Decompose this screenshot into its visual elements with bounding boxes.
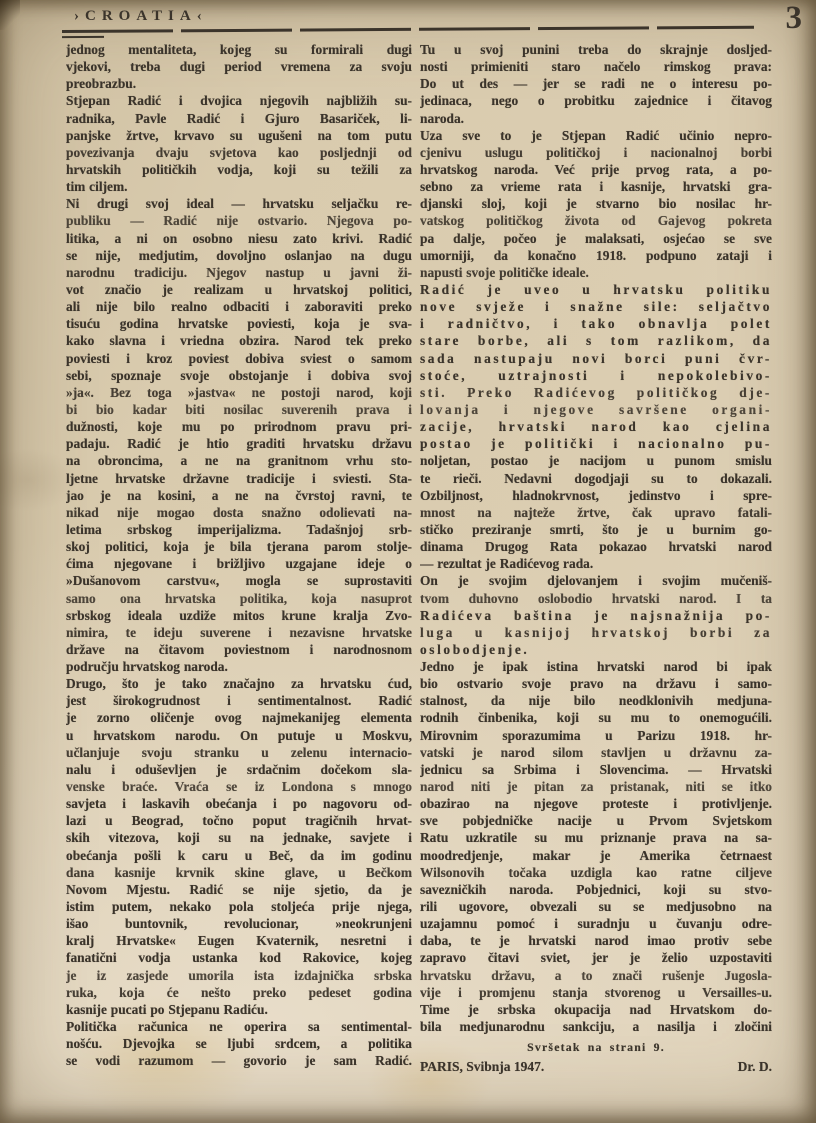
text-line: litika, a ni on osobno niesu zato krivi. Radić	[66, 230, 412, 246]
text-line: Novom Mjestu. Radić se nije sjetio, da je	[66, 881, 412, 897]
text-line: nove svježe i snažne sile: seljačtvo	[420, 299, 772, 315]
text-line: Mirovnim sporazumima u Parizu 1918. hr-	[420, 727, 772, 743]
text-line: pa dalje, počeo je malaksati, osjećao se sve	[420, 230, 772, 246]
text-line: On je svojim djelovanjem i svojim mučeniš-	[420, 573, 772, 589]
text-line: padaju. Radić je htio graditi hrvatsku državu	[66, 436, 412, 452]
text-line: savjeta i laskavih obećanja i po nagovoru od-	[66, 796, 412, 812]
text-line: bio ostvario svoje pravo na državu i samo-	[420, 676, 772, 692]
text-line: Uza sve to je Stjepan Radić učinio nepro-	[420, 127, 772, 143]
text-line: se nije, medjutim, dovoljno oslanjao na dugu	[66, 247, 412, 263]
text-line: hrvatskog naroda. Već prije prvog rata, a po-	[420, 161, 772, 177]
text-line: nošću. Djevojka se ljubi srdcem, a politika	[66, 1036, 412, 1052]
text-line: savezničkih naroda. Pobjednici, koji su stvo-	[420, 881, 772, 897]
text-line: Jedno je ipak istina hrvatski narod bi ipak	[420, 659, 772, 675]
text-line: dinama Drugog Rata pokazao hrvatski narod	[420, 539, 772, 555]
text-line: Tu u svoj punini treba do skrajnje dosljed-	[420, 42, 772, 57]
text-line: te rieči. Nedavni dogodjaji su to dokazali.	[420, 470, 772, 486]
text-line: radnika, Pavle Radić i Gjuro Basariček, li-	[66, 110, 412, 126]
text-line: i radničtvo, i tako obnavlja polet	[420, 316, 772, 332]
text-line: vije i promjenu stanja stvorenog u Versailles-u.	[420, 984, 772, 1000]
signature-row	[420, 1059, 772, 1075]
text-line: Ratu uzkratile su mu priznanje prava na sa-	[420, 830, 772, 846]
masthead-title: ›CROATIA‹	[74, 8, 208, 24]
text-line: daba, te je hrvatski narod imao protiv sebe	[420, 933, 772, 949]
text-line: jednicu sa Srbima i Slovencima. — Hrvatski	[420, 761, 772, 777]
text-line: zapravo čitavi sviet, jer je želio uzpostaviti	[420, 950, 772, 966]
text-line: poviesti i kroz poviest dobiva sviest o samom	[66, 350, 412, 366]
text-line: učlanjuje svoju stranku u zelenu internacio-	[66, 744, 412, 760]
author-initials: Dr. D.	[737, 1059, 772, 1075]
text-line: rili ugovore, obvezali su se medjusobno na	[420, 899, 772, 915]
text-line: Ni drugi svoj ideal — hrvatsku seljačku re-	[66, 196, 412, 212]
text-line: lovanja i njegove savršene organi-	[420, 401, 772, 417]
text-line: sebi, spoznaje svoje obstojanje i dobiva svoj	[66, 367, 412, 383]
text-line: tisuću godina hrvatske poviesti, koja je sva-	[66, 316, 412, 332]
text-line: »ja«. Bez toga »jastva« ne postoji narod, koji	[66, 384, 412, 400]
text-line: države na čitavom poviestnom i narodnosnom	[66, 641, 412, 657]
text-line: narod niti je pitan za pristanak, niti se itko	[420, 779, 772, 795]
text-line: obazirao na njegove proteste i protivljenje.	[420, 796, 772, 812]
text-line: nosti primieniti staro načelo rimskog prava:	[420, 59, 772, 75]
text-line: zacije, hrvatski narod kao cjelina	[420, 419, 772, 435]
text-line: obećanja pošli k caru u Beč, da im godinu	[66, 847, 412, 863]
text-line: tvom duhovno oslobodio hrvatski narod. I ta	[420, 590, 772, 606]
text-line: išao buntovnik, revolucionar, »neokrunjeni	[66, 916, 412, 932]
text-line: bi bio kadar biti nosilac suverenih prava i	[66, 401, 412, 417]
text-line: dana kasnije krvnik skine glave, u Bečkom	[66, 864, 412, 880]
text-line: nikad nije mogao dosta snažno odolievati na-	[66, 504, 412, 520]
text-line: Do ut des — jer se radi ne o interesu po-	[420, 76, 772, 92]
text-line: jednog mentaliteta, kojeg su formirali dugi	[66, 42, 412, 57]
text-line: luga u kasnijoj hrvatskoj borbi za	[420, 624, 772, 640]
text-line: stičko preziranje smrti, što je u burnim go-	[420, 521, 772, 537]
text-line: oslobodjenje.	[420, 641, 530, 657]
text-line: publiku — Radić nije ostvario. Njegova po-	[66, 213, 412, 229]
text-line: sebno za vrieme rata i kasnije, hrvatski gra-	[420, 179, 772, 195]
text-line: narodnu tradiciju. Njegov nastup u javni ži-	[66, 264, 412, 280]
text-line: panjske žrtve, krvavo su ugušeni na tom putu	[66, 127, 412, 143]
left-column	[66, 41, 412, 1069]
text-line: Wilsonovih točaka uzdigla kao ratne ciljeve	[420, 864, 772, 880]
dateline: PARIS, Svibnja 1947.	[420, 1059, 545, 1075]
text-line: kako slavna i vriedna obzira. Narod tek preko	[66, 333, 412, 349]
text-line: preobrazbu.	[66, 76, 137, 92]
right-column	[420, 41, 772, 1075]
text-line: umorniji, da konačno 1918. podpuno zataji i	[420, 247, 772, 263]
text-line: lazi u Beograd, točno poput tragičnih hrvat-	[66, 813, 412, 829]
text-line: je iz zasjede umorila ista izdajnička srbska	[66, 967, 412, 983]
text-line: hrvatskih političkih vodja, koji su težili za	[66, 161, 412, 177]
text-line: mnost na najteže žrtve, čak upravo fatali-	[420, 504, 772, 520]
text-line: području hrvatskog naroda.	[66, 659, 228, 675]
text-line: se vodi razumom — govorio je sam Radić.	[66, 1053, 412, 1069]
text-line: Radićeva baština je najsnažnija po-	[420, 607, 772, 623]
text-line: »Dušanovom carstvu«, mogla se suprostaviti	[66, 573, 412, 589]
text-line: djanski sloj, koji je stvarno bio nosilac hr-	[420, 196, 772, 212]
text-line: fanatični vodja ustanka kod Rakovice, kojeg	[66, 950, 412, 966]
text-line: nalu i oduševljen je srdačnim dočekom sla-	[66, 761, 412, 777]
text-line: postao je politički i nacionalno pu-	[420, 436, 772, 452]
text-line: letima srbskog imperijalizma. Tadašnjoj srb-	[66, 521, 412, 537]
text-line: stare borbe, ali s tom razlikom, da	[420, 333, 772, 349]
text-line: stoće, uztrajnosti i nepokolebivo-	[420, 367, 772, 383]
text-line: tim ciljem.	[66, 179, 128, 195]
text-line: jao je na kosini, a ne na čvrstoj ravni, te	[66, 487, 412, 503]
text-line: povezivanja dvaju svjetova kao posljednji od	[66, 144, 412, 160]
text-line: jedinaca, nego o probitku zajednice i čitavog	[420, 93, 772, 109]
text-line: Radić je uveo u hrvatsku politiku	[420, 281, 772, 297]
text-line: je zorno oličenje ovog najmekanijeg elementa	[66, 710, 412, 726]
text-line: skih vitezova, koji su na jednake, savjete i	[66, 830, 412, 846]
text-line: u hrvatskom narodu. On putuje u Moskvu,	[66, 727, 412, 743]
text-line: sti. Preko Radićevog političkog dje-	[420, 384, 772, 400]
text-line: kralj Hrvatske« Eugen Kvaternik, nesretni i	[66, 933, 412, 949]
text-line: naroda.	[420, 110, 465, 126]
masthead-rule-underdash	[62, 35, 104, 38]
text-line: Time je srbska okupacija nad Hrvatskom do-	[420, 1001, 772, 1017]
text-line: — rezultat je Radićevog rada.	[420, 556, 594, 572]
text-line: cjenivu uslugu političkoj i nacionalnoj borbi	[420, 144, 772, 160]
text-line: rodnih činbenika, koji su mu to onemogućili.	[420, 710, 772, 726]
text-line: napusti svoje političke ideale.	[420, 264, 589, 280]
text-line: vatski je narod silom stavljen u državnu za-	[420, 744, 772, 760]
text-line: Stjepan Radić i dvojica njegovih najbližih su-	[66, 93, 412, 109]
masthead-rule	[62, 26, 754, 33]
text-line: kasnije pucati po Stjepanu Radiću.	[66, 1001, 268, 1017]
text-line: vot značio je realizam u hrvatskoj politici,	[66, 281, 412, 297]
text-line: Politička računica ne operira sa sentimental-	[66, 1019, 412, 1035]
text-line: Drugo, što je tako značajno za hrvatsku ćud,	[66, 676, 412, 692]
text-line: dužnosti, koje mu po prirodnom pravu pri-	[66, 419, 412, 435]
page-number: 3	[785, 0, 802, 36]
text-line: ljetne hrvatske državne tradicije i sviesti. Sta-	[66, 470, 412, 486]
text-line: vatskog političkog života od Gajevog pokreta	[420, 213, 772, 229]
text-line: istim putem, nekako pola stoljeća prije njega,	[66, 899, 412, 915]
text-line: jest širokogrudnost i sentimentalnost. Radić	[66, 693, 412, 709]
text-line: ćima njegovane i brižljivo uzgajane ideje o	[66, 556, 412, 572]
text-line: uzajamnu pomoć i suradnju u čuvanju odre-	[420, 916, 772, 932]
text-line: noljetan, postao je nacijom u punom smislu	[420, 453, 772, 469]
text-line: ali nije bilo realno odbaciti i zaboraviti preko	[66, 299, 412, 315]
text-line: moodredjenje, makar je Amerika četrnaest	[420, 847, 772, 863]
text-line: skoj politici, koja je bila tjerana parom stolje-	[66, 539, 412, 555]
continuation-note: Svršetak na strani 9.	[527, 1040, 665, 1055]
text-line: hrvatsku državu, a to znači rušenje Jugosla-	[420, 967, 772, 983]
text-line: samo ona hrvatska politika, koja nasuprot	[66, 590, 412, 606]
scan-corner-shadow	[0, 0, 20, 30]
text-line: ruka, koja će nešto preko pedeset godina	[66, 984, 412, 1000]
text-line: sve pobjedničke nacije u Prvom Svjetskom	[420, 813, 772, 829]
text-line: stalnost, da nije bilo neodklonivih medjuna-	[420, 693, 772, 709]
text-line: Ozbiljnost, hladnokrvnost, jedinstvo i spre-	[420, 487, 772, 503]
text-line: venske braće. Vraća se iz Londona s mnogo	[66, 779, 412, 795]
text-line: vjekovi, treba dugi period vremena za svoju	[66, 59, 412, 75]
text-line: sada nastupaju novi borci puni čvr-	[420, 350, 772, 366]
text-line: nimira, te ideju suverene i nezavisne hrvatske	[66, 624, 412, 640]
text-line: bila medjunarodnu sankciju, a nasilja i zločini	[420, 1019, 772, 1035]
text-line: srbskog ideala uzdiže mitos krune kralja Zvo-	[66, 607, 412, 623]
text-line: na obroncima, a ne na granitnom vrhu sto-	[66, 453, 412, 469]
